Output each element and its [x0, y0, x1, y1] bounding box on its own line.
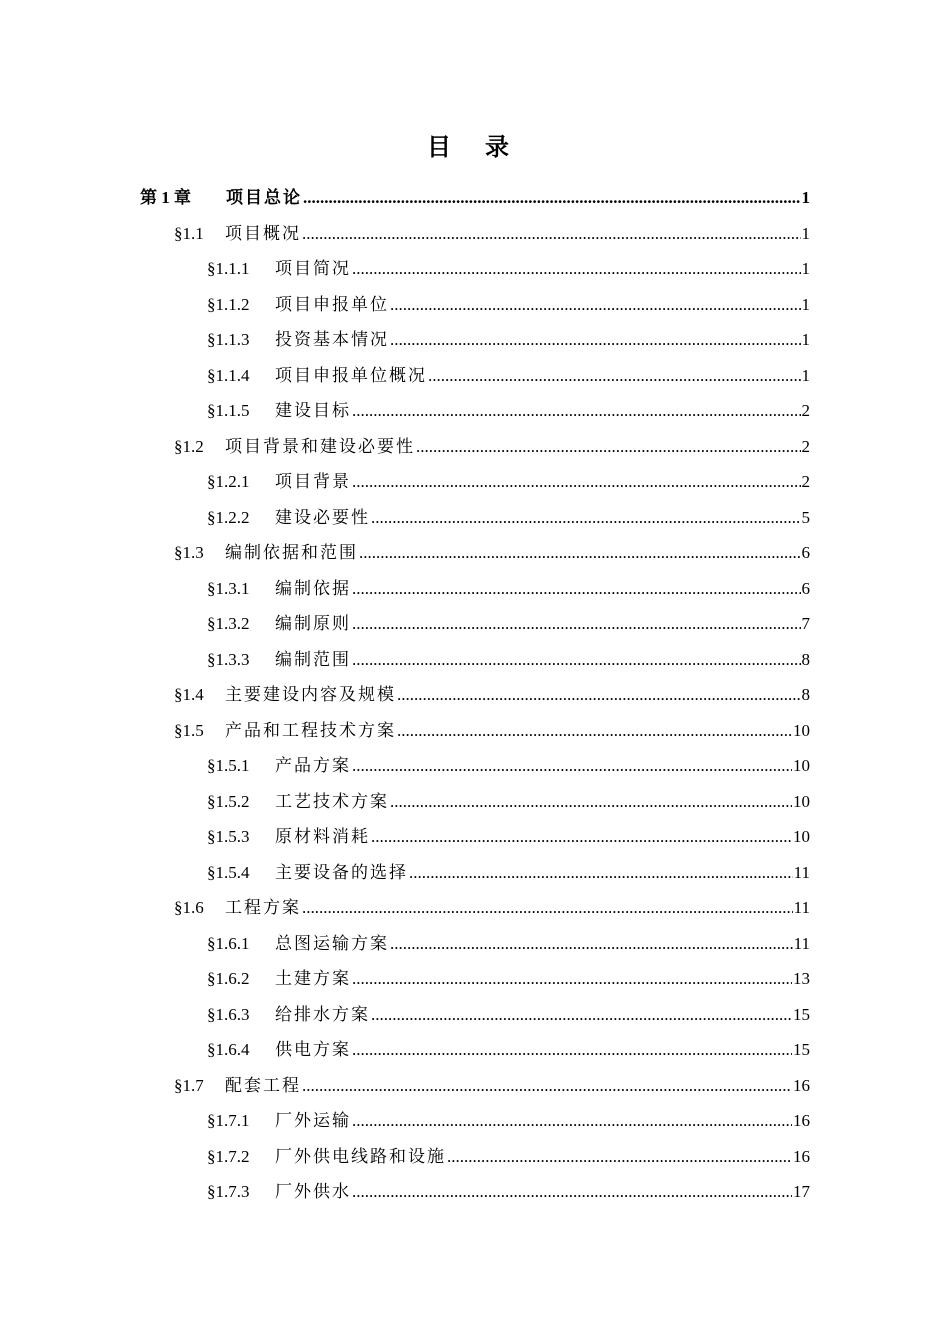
toc-entry-number: §1.2	[174, 436, 204, 456]
toc-entry[interactable]	[207, 787, 810, 817]
toc-leader-dots	[352, 254, 801, 284]
toc-entry-number: §1.7.1	[207, 1111, 250, 1130]
toc-entry-page: 8	[801, 685, 810, 704]
toc-entry-page: 15	[793, 1040, 810, 1059]
toc-leader-dots	[371, 1000, 792, 1030]
toc-entry[interactable]	[174, 538, 810, 568]
toc-entry-page: 11	[793, 862, 810, 882]
toc-entry[interactable]	[207, 361, 810, 391]
toc-entry-page: 1	[801, 259, 810, 278]
toc-entry-number: §1.1	[174, 223, 204, 243]
toc-entry-number: §1.6.2	[207, 969, 250, 988]
toc-entry[interactable]	[140, 183, 810, 213]
toc-entry-number: §1.3	[174, 543, 204, 562]
toc-entry-title: 项目申报单位	[275, 294, 389, 314]
toc-entry-page: 10	[793, 756, 810, 775]
toc-entry-number: §1.5.3	[207, 827, 250, 846]
toc-leader-dots	[352, 1177, 792, 1207]
toc-leader-dots	[390, 929, 793, 959]
toc-entry[interactable]	[207, 858, 810, 888]
toc-leader-dots	[397, 680, 801, 710]
toc-leader-dots	[352, 964, 792, 994]
toc-leader-dots	[352, 1106, 792, 1136]
toc-entry[interactable]	[207, 325, 810, 355]
toc-entry[interactable]	[207, 645, 810, 675]
toc-entry-title: 项目简况	[275, 259, 351, 278]
toc-entry[interactable]	[207, 1142, 810, 1172]
toc-entry[interactable]	[207, 751, 810, 781]
toc-leader-dots	[352, 751, 792, 781]
toc-entry-title: 建设必要性	[275, 507, 370, 527]
toc-entry-page: 1	[801, 223, 810, 243]
toc-entry[interactable]	[207, 396, 810, 426]
toc-leader-dots	[302, 1071, 792, 1101]
toc-leader-dots	[397, 716, 792, 746]
toc-entry-title: 工艺技术方案	[275, 791, 389, 811]
toc-entry-page: 10	[793, 791, 810, 811]
toc-entry-number: §1.5.1	[207, 756, 250, 775]
toc-entry-number: §1.7.2	[207, 1146, 250, 1166]
toc-entry-number: 第 1 章	[140, 188, 191, 207]
toc-entry[interactable]	[174, 432, 810, 462]
toc-entry-title: 编制原则	[275, 614, 351, 633]
toc-entry-title: 厂外供电线路和设施	[275, 1146, 446, 1166]
toc-entry[interactable]	[207, 609, 810, 639]
toc-leader-dots	[302, 893, 793, 923]
toc-entry-number: §1.6.3	[207, 1004, 250, 1024]
toc-entry-title: 厂外运输	[275, 1111, 351, 1130]
toc-entry-page: 8	[801, 649, 810, 669]
toc-entry-number: §1.1.4	[207, 365, 250, 385]
toc-entry[interactable]	[207, 1000, 810, 1030]
toc-leader-dots	[428, 361, 801, 391]
toc-entry-title: 项目概况	[225, 223, 301, 243]
toc-entry-page: 15	[793, 1004, 810, 1024]
toc-entry-title: 供电方案	[275, 1040, 351, 1059]
toc-entry-page: 2	[801, 436, 810, 456]
toc-entry-page: 16	[793, 1111, 810, 1130]
toc-entry-page: 1	[801, 188, 810, 207]
toc-leader-dots	[390, 325, 801, 355]
toc-entry[interactable]	[207, 929, 810, 959]
toc-entry-page: 11	[793, 898, 810, 917]
toc-entry-title: 编制依据和范围	[225, 543, 358, 562]
toc-leader-dots	[352, 396, 801, 426]
toc-entry[interactable]	[207, 1106, 810, 1136]
toc-entry-title: 投资基本情况	[275, 330, 389, 349]
toc-leader-dots	[359, 538, 801, 568]
toc-leader-dots	[416, 432, 801, 462]
toc-leader-dots	[303, 183, 801, 213]
toc-leader-dots	[302, 219, 801, 249]
toc-entry-title: 主要建设内容及规模	[225, 685, 396, 704]
toc-title: 目 录	[427, 135, 523, 161]
toc-leader-dots	[390, 787, 792, 817]
toc-entry-number: §1.2.1	[207, 472, 250, 491]
toc-entry-number: §1.1.3	[207, 330, 250, 349]
toc-entry[interactable]	[207, 503, 810, 533]
toc-entry-title: 工程方案	[225, 898, 301, 917]
toc-entry-number: §1.7	[174, 1075, 204, 1095]
toc-entry-number: §1.3.3	[207, 649, 250, 669]
toc-entry-title: 配套工程	[225, 1075, 301, 1095]
toc-entry-page: 10	[793, 827, 810, 846]
toc-entry-page: 1	[801, 365, 810, 385]
toc-entry-title: 产品方案	[275, 756, 351, 775]
toc-entry-number: §1.7.3	[207, 1182, 250, 1201]
toc-entry[interactable]	[174, 1071, 810, 1101]
toc-entry-page: 1	[801, 294, 810, 314]
toc-leader-dots	[371, 822, 792, 852]
toc-entry-page: 6	[801, 543, 810, 562]
toc-entry-page: 16	[793, 1075, 810, 1095]
toc-entry-number: §1.5	[174, 720, 204, 740]
toc-leader-dots	[409, 858, 793, 888]
toc-entry-page: 7	[801, 614, 810, 633]
toc-entry-title: 给排水方案	[275, 1004, 370, 1024]
toc-leader-dots	[352, 609, 801, 639]
toc-entry-number: §1.3.2	[207, 614, 250, 633]
toc-entry-number: §1.6.4	[207, 1040, 250, 1059]
toc-entry[interactable]	[207, 574, 810, 604]
toc-entry-number: §1.5.2	[207, 791, 250, 811]
toc-entry-title: 原材料消耗	[275, 827, 370, 846]
toc-entry-page: 2	[801, 401, 810, 420]
toc-entry[interactable]	[174, 219, 810, 249]
toc-entry-title: 厂外供水	[275, 1182, 351, 1201]
toc-entry[interactable]	[207, 1035, 810, 1065]
toc-leader-dots	[390, 290, 801, 320]
toc-entry-number: §1.3.1	[207, 578, 250, 598]
toc-entry-number: §1.6.1	[207, 933, 250, 953]
toc-leader-dots	[352, 645, 801, 675]
toc-entry[interactable]	[174, 893, 810, 923]
toc-entry[interactable]	[207, 822, 810, 852]
toc-entry[interactable]	[207, 290, 810, 320]
toc-entry-number: §1.4	[174, 685, 204, 704]
toc-leader-dots	[352, 1035, 792, 1065]
toc-entry-number: §1.1.2	[207, 294, 250, 314]
toc-entry-page: 13	[793, 969, 810, 988]
toc-entry-title: 总图运输方案	[275, 933, 389, 953]
toc-leader-dots	[371, 503, 801, 533]
toc-entry-title: 编制依据	[275, 578, 351, 598]
toc-entry-title: 项目申报单位概况	[275, 365, 427, 385]
toc-entry-page: 6	[801, 578, 810, 598]
toc-entry-title: 编制范围	[275, 649, 351, 669]
toc-entry-page: 1	[801, 330, 810, 349]
toc-entry[interactable]	[207, 254, 810, 284]
toc-entry[interactable]	[207, 467, 810, 497]
toc-entry-page: 11	[793, 933, 810, 953]
toc-entry-page: 17	[793, 1182, 810, 1201]
toc-entry-title: 土建方案	[275, 969, 351, 988]
toc-entry-page: 10	[793, 720, 810, 740]
toc-entry-title: 产品和工程技术方案	[225, 720, 396, 740]
toc-entry-number: §1.2.2	[207, 507, 250, 527]
toc-entry-title: 项目背景和建设必要性	[225, 436, 415, 456]
toc-entry[interactable]	[174, 716, 810, 746]
toc-entry[interactable]	[207, 1177, 810, 1207]
toc-entry-number: §1.1.1	[207, 259, 250, 278]
toc-entry-page: 2	[801, 472, 810, 491]
toc-entry-number: §1.6	[174, 898, 204, 917]
toc-entry-page: 5	[801, 507, 810, 527]
toc-entry[interactable]	[207, 964, 810, 994]
toc-entry-title: 建设目标	[275, 401, 351, 420]
toc-entry-title: 项目总论	[226, 188, 302, 207]
toc-entry-number: §1.1.5	[207, 401, 250, 420]
toc-leader-dots	[352, 467, 801, 497]
toc-entry-number: §1.5.4	[207, 862, 250, 882]
toc-leader-dots	[352, 574, 801, 604]
toc-leader-dots	[447, 1142, 792, 1172]
toc-entry-page: 16	[793, 1146, 810, 1166]
toc-entry[interactable]	[174, 680, 810, 710]
toc-entry-title: 主要设备的选择	[275, 862, 408, 882]
toc-entry-title: 项目背景	[275, 472, 351, 491]
